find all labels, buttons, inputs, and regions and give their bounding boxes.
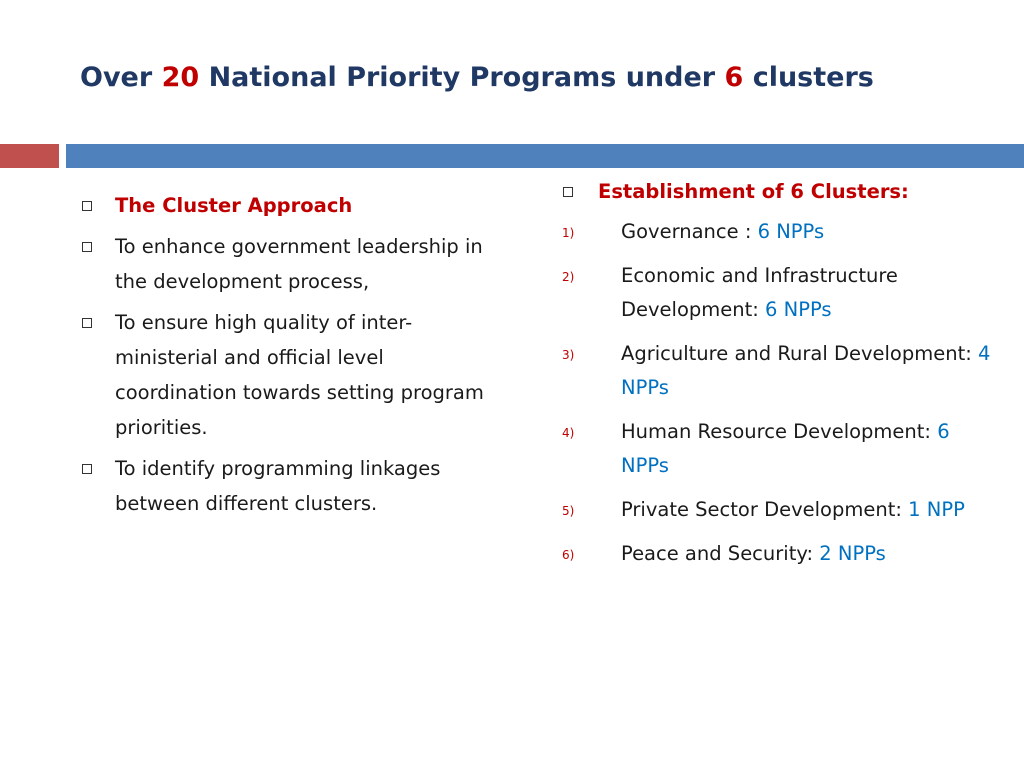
- bullet-item: [78, 305, 498, 445]
- right-column: [560, 174, 1000, 581]
- list-item: [560, 415, 1000, 483]
- slide-title: [80, 62, 874, 93]
- list-number: 2): [562, 270, 575, 284]
- bullet-item: [78, 451, 498, 521]
- cluster-label: Peace and Security:: [621, 542, 820, 565]
- square-bullet-icon: [82, 318, 92, 328]
- npp-count: 6 NPPs: [621, 420, 950, 477]
- cluster-approach-heading: The Cluster Approach: [115, 194, 353, 217]
- cluster-list: [560, 215, 1000, 571]
- npp-count: 6 NPPs: [765, 298, 832, 321]
- npp-count: 4 NPPs: [621, 342, 991, 399]
- square-bullet-icon: [82, 201, 92, 211]
- title-part-1: Over: [80, 62, 162, 93]
- cluster-label: Governance :: [621, 220, 758, 243]
- bullet-text: To identify programming linkages between different clusters.: [115, 457, 441, 515]
- accent-bar-blue: [66, 144, 1024, 168]
- bullet-cluster-approach: [78, 188, 498, 223]
- title-number-20: 20: [161, 62, 200, 93]
- square-bullet-icon: [563, 187, 573, 197]
- list-number: 6): [562, 548, 575, 562]
- list-item: [560, 493, 1000, 527]
- square-bullet-icon: [82, 242, 92, 252]
- title-part-2: National Priority Programs under: [199, 62, 725, 93]
- left-column: [78, 188, 498, 527]
- bullet-text: To enhance government leadership in the development process,: [115, 235, 483, 293]
- list-item: [560, 259, 1000, 327]
- cluster-label: Private Sector Development:: [621, 498, 909, 521]
- list-item: [560, 215, 1000, 249]
- list-number: 3): [562, 348, 575, 362]
- title-part-3: clusters: [743, 62, 874, 93]
- bullet-text: To ensure high quality of inter-ministerial and official level coordination towards setting program priorities.: [115, 311, 484, 439]
- cluster-label: Economic and Infrastructure Development:: [621, 264, 898, 321]
- list-number: 5): [562, 504, 575, 518]
- title-number-6: 6: [724, 62, 744, 93]
- list-item: [560, 337, 1000, 405]
- npp-count: 1 NPP: [908, 498, 965, 521]
- npp-count: 2 NPPs: [819, 542, 886, 565]
- list-number: 1): [562, 226, 575, 240]
- bullet-establishment: [560, 174, 1000, 209]
- establishment-heading: Establishment of 6 Clusters:: [598, 180, 909, 203]
- accent-bar-red: [0, 144, 59, 168]
- cluster-label: Human Resource Development:: [621, 420, 938, 443]
- npp-count: 6 NPPs: [757, 220, 825, 243]
- bullet-item: [78, 229, 498, 299]
- list-item: [560, 537, 1000, 571]
- list-number: 4): [562, 426, 575, 440]
- square-bullet-icon: [82, 464, 92, 474]
- cluster-label: Agriculture and Rural Development:: [621, 342, 978, 365]
